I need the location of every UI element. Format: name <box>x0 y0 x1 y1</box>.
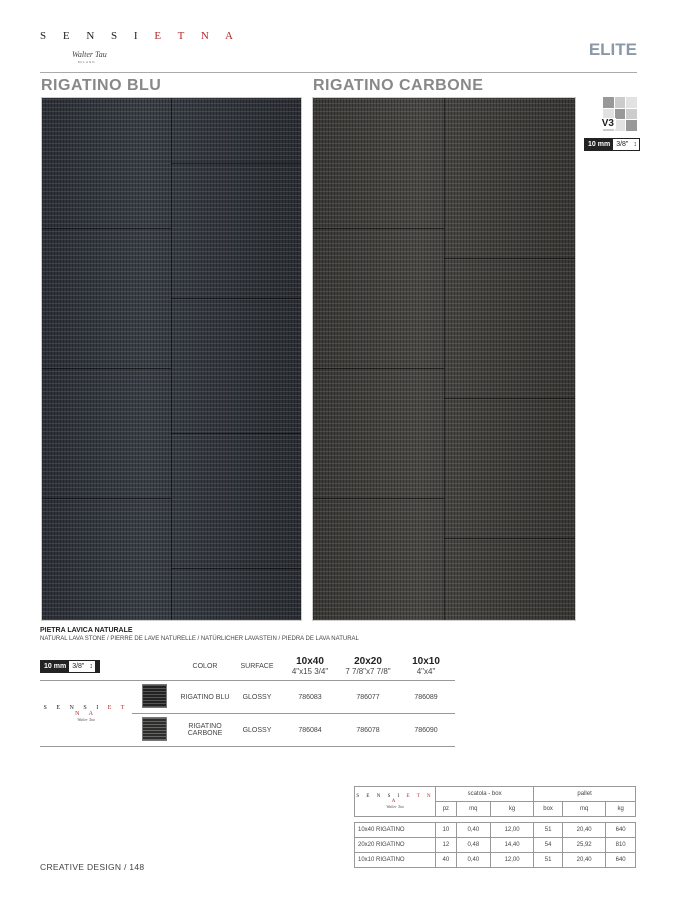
material-title: PIETRA LAVICA NATURALE <box>40 627 133 634</box>
thickness-mm: 10 mm <box>44 662 67 670</box>
size-header-10x40 <box>281 652 339 681</box>
swatch-carbone <box>142 717 167 741</box>
table-brand-logo <box>40 681 132 747</box>
cell: 54 <box>534 838 563 853</box>
tile-joint <box>42 228 171 229</box>
thickness-arrow-icon: ↕ <box>89 662 93 670</box>
brand-name-part1: S E N S I <box>356 794 407 799</box>
pallet-group-header: pallet <box>534 787 636 802</box>
cell: 10 <box>436 823 457 838</box>
brand-name-part2: E T N A <box>75 705 129 717</box>
cell: 12,00 <box>490 853 533 868</box>
packing-table <box>354 786 636 868</box>
code-cell: 786078 <box>339 714 397 747</box>
surface-header: SURFACE <box>233 652 281 681</box>
collection-title: ELITE <box>588 40 637 59</box>
col-header: pz <box>436 802 457 817</box>
tile-joint <box>313 368 444 369</box>
thickness-inch: 3/8" <box>69 661 87 672</box>
col-header: kg <box>606 802 636 817</box>
page-footer: CREATIVE DESIGN / 148 <box>40 862 145 872</box>
size-metric: 10x40 <box>296 656 324 667</box>
row-name: 10x40 RIGATINO <box>355 823 436 838</box>
product-code-table <box>40 652 455 747</box>
material-subtitle: NATURAL LAVA STONE / PIERRE DE LAVE NATURELLE / NATÜRLICHER LAVASTEIN / PIEDRA DE LAVA NATURAL <box>40 636 359 642</box>
cell: 0,40 <box>456 823 490 838</box>
table-row <box>355 853 636 868</box>
brand-logo <box>40 30 240 42</box>
brand-signature-sub: MILANO <box>78 60 96 64</box>
cell: 51 <box>534 853 563 868</box>
size-metric: 10x10 <box>412 656 440 667</box>
brand-name-part1: S E N S I <box>43 705 108 711</box>
col-header: mq <box>456 802 490 817</box>
cell: 640 <box>606 823 636 838</box>
swatch-blu <box>142 684 167 708</box>
table-row <box>355 823 636 838</box>
surface-cell: GLOSSY <box>233 681 281 714</box>
shade-variation-label: V3 <box>601 118 614 129</box>
cell: 0,48 <box>456 838 490 853</box>
cell: 51 <box>534 823 563 838</box>
tile-joint <box>444 538 575 539</box>
tile-joint <box>171 163 301 164</box>
cell: 20,40 <box>563 853 606 868</box>
size-header-20x20 <box>339 652 397 681</box>
tile-joint <box>171 98 172 620</box>
code-cell: 786089 <box>397 681 455 714</box>
row-name: 20x20 RIGATINO <box>355 838 436 853</box>
row-name: 10x10 RIGATINO <box>355 853 436 868</box>
brand-signature: Walter Tau <box>72 50 107 59</box>
product-image-blu <box>41 97 302 621</box>
col-header: kg <box>490 802 533 817</box>
size-imperial: 4"x15 3/4" <box>291 667 329 676</box>
tile-joint <box>444 398 575 399</box>
product-image-carbone <box>312 97 576 621</box>
code-cell: 786084 <box>281 714 339 747</box>
tile-joint <box>313 228 444 229</box>
tile-joint <box>171 568 301 569</box>
thickness-badge <box>584 138 640 151</box>
code-cell: 786090 <box>397 714 455 747</box>
color-header: COLOR <box>177 652 233 681</box>
color-cell: RIGATINO CARBONE <box>177 714 233 747</box>
tile-joint <box>171 433 301 434</box>
cell: 40 <box>436 853 457 868</box>
tile-joint <box>313 498 444 499</box>
table-row <box>40 681 455 714</box>
product-title-blu: RIGATINO BLU <box>41 77 162 94</box>
brand-signature: Walter Tau <box>386 804 404 809</box>
color-cell: RIGATINO BLU <box>177 681 233 714</box>
size-imperial: 4"x4" <box>416 667 436 676</box>
packing-brand-logo <box>355 787 436 817</box>
cell: 810 <box>606 838 636 853</box>
product-title-carbone: RIGATINO CARBONE <box>313 77 484 94</box>
table-row <box>355 838 636 853</box>
thickness-badge-table <box>40 660 100 673</box>
size-metric: 20x20 <box>354 656 382 667</box>
code-cell: 786077 <box>339 681 397 714</box>
cell: 12,00 <box>490 823 533 838</box>
tile-joint <box>42 368 171 369</box>
brand-name-part2: E T N A <box>391 794 434 804</box>
brand-signature: Walter Tau <box>77 717 95 722</box>
brand-name-part1: S E N S I <box>40 30 155 42</box>
cell: 0,40 <box>456 853 490 868</box>
cell: 640 <box>606 853 636 868</box>
col-header: mq <box>563 802 606 817</box>
cell: 25,92 <box>563 838 606 853</box>
cell: 20,40 <box>563 823 606 838</box>
col-header: box <box>534 802 563 817</box>
size-imperial: 7 7/8"x7 7/8" <box>345 667 391 676</box>
surface-cell: GLOSSY <box>233 714 281 747</box>
box-group-header: scatola - box <box>436 787 534 802</box>
size-header-10x10 <box>397 652 455 681</box>
tile-joint <box>42 498 171 499</box>
thickness-arrow-icon: ↕ <box>633 141 637 148</box>
brand-name-part2: E T N A <box>154 30 240 42</box>
cell: 12 <box>436 838 457 853</box>
cell: 14,40 <box>490 838 533 853</box>
header-divider <box>40 72 637 73</box>
code-cell: 786083 <box>281 681 339 714</box>
tile-joint <box>444 258 575 259</box>
thickness-mm: 10 mm <box>588 141 611 148</box>
tile-joint <box>444 98 445 620</box>
tile-joint <box>171 298 301 299</box>
thickness-inch: 3/8" <box>613 139 631 150</box>
